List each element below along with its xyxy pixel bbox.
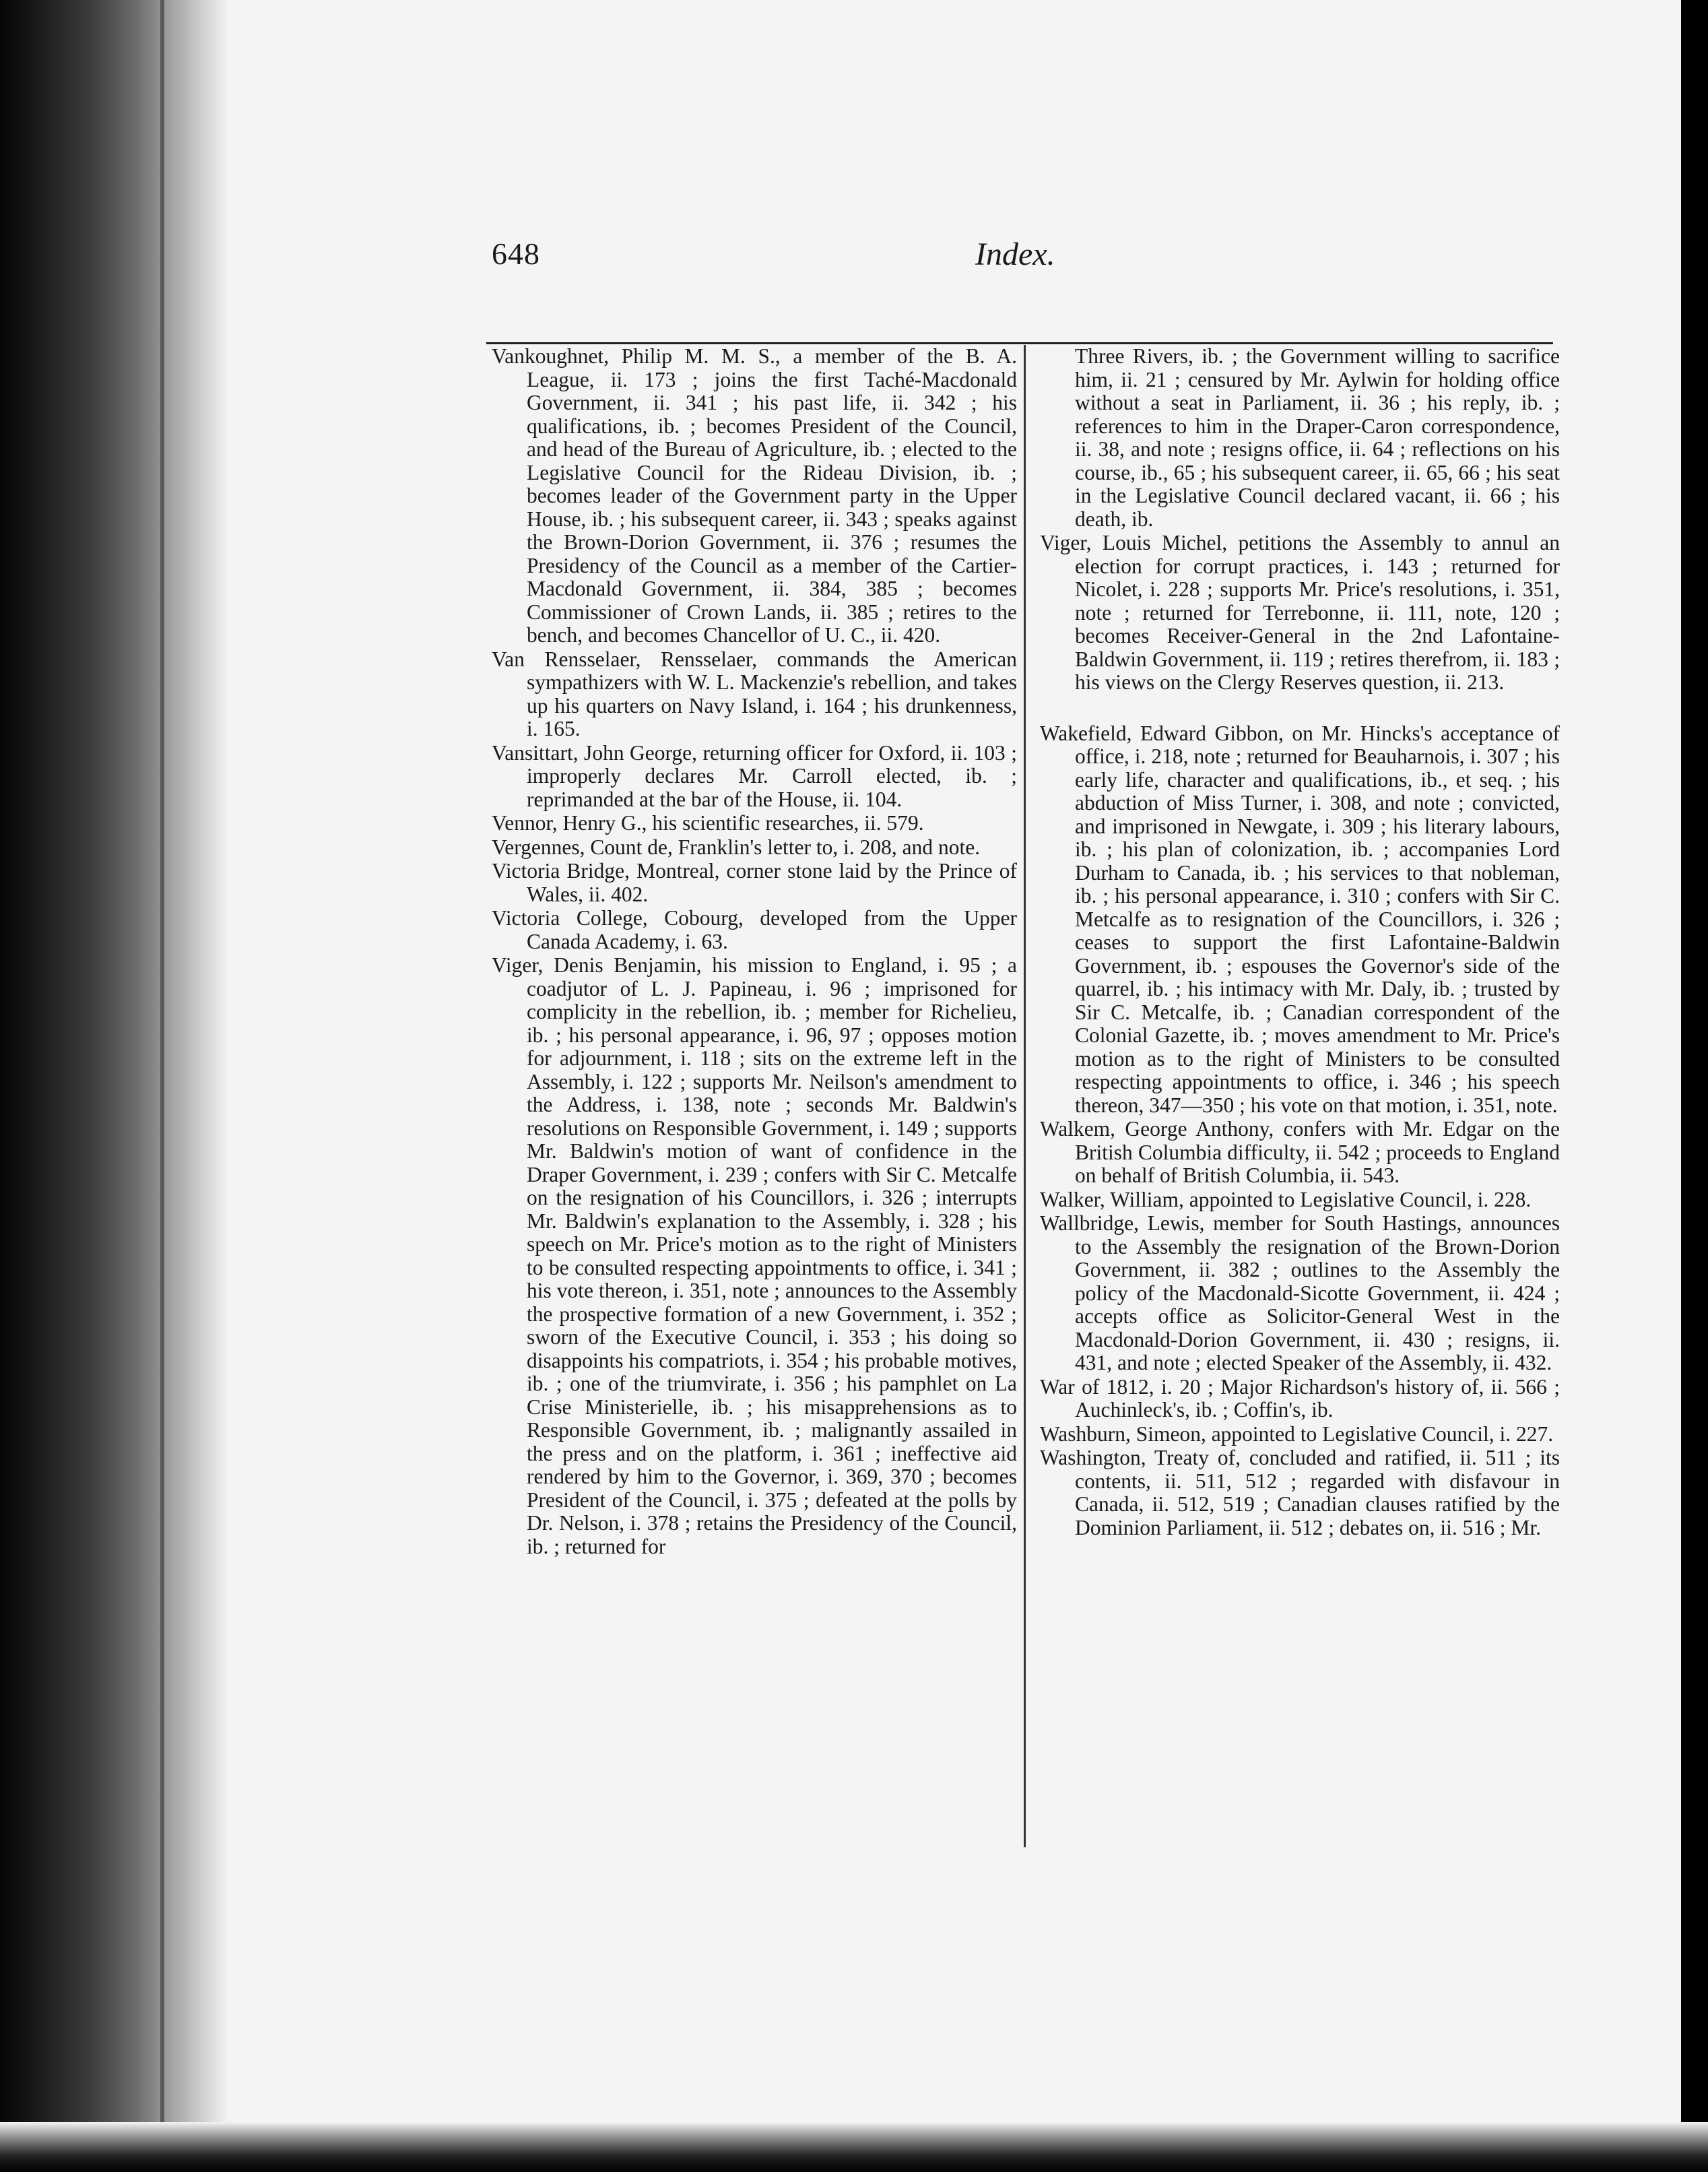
- index-entry-washburn: Washburn, Simeon, appointed to Legislative Council, i. 227.: [1040, 1422, 1554, 1446]
- index-entry-victoria-college: Victoria College, Cobourg, developed from the Upper Canada Academy, i. 63.: [492, 906, 1017, 953]
- book-page-edge-left: [0, 0, 229, 2172]
- column-divider: [1024, 345, 1026, 1847]
- index-entry-wallbridge: Wallbridge, Lewis, member for South Hastings, announces to the Assembly the resignation of the Brown-Dorion Government, ii. 382 ; outlines to the Assembly the policy of the Macdonald-Sicotte Government, ii. 424 ; accepts office as Solicitor-General West in the Macdonald-Dorion Government, ii. 430 ; resigns, ii. 431, and note ; elected Speaker of the Assembly, ii. 432.: [1040, 1211, 1560, 1374]
- index-entry-victoria-bridge: Victoria Bridge, Montreal, corner stone laid by the Prince of Wales, ii. 402.: [492, 859, 1017, 906]
- index-entry-war-of-1812: War of 1812, i. 20 ; Major Richardson's history of, ii. 566 ; Auchinleck's, ib. ; Coffin's, ib.: [1040, 1374, 1560, 1422]
- index-entry-washington-treaty: Washington, Treaty of, concluded and ratified, ii. 511 ; its contents, ii. 511, 512 ; regarded with disfavour in Canada, ii. 512, 519 ; Canadian clauses ratified by the Dominion Parliament, ii. 512 ; debates on, ii. 516 ; Mr.: [1040, 1446, 1560, 1539]
- book-page-edge-right: [1681, 0, 1708, 2172]
- book-spine-shadow: [160, 0, 164, 2172]
- index-entry-vergennes: Vergennes, Count de, Franklin's letter to, i. 208, and note.: [492, 835, 981, 859]
- index-entry-walker: Walker, William, appointed to Legislative Council, i. 228.: [1040, 1187, 1532, 1211]
- left-column: [492, 345, 1017, 1559]
- index-entry-vansittart: Vansittart, John George, returning officer for Oxford, ii. 103 ; improperly declares Mr. Carroll elected, ib. ; reprimanded at the bar of the House, ii. 104.: [492, 740, 1017, 811]
- index-entry-viger-denis-benjamin: Viger, Denis Benjamin, his mission to England, i. 95 ; a coadjutor of L. J. Papineau, i. 96 ; imprisoned for complicity in the rebellion, ib. ; member for Richelieu, ib. ; his personal appearance, i. 96, 97 ; opposes motion for adjournment, i. 118 ; sits on the extreme left in the Assembly, i. 122 ; supports Mr. Neilson's amendment to the Address, i. 138, note ; seconds Mr. Baldwin's resolutions on Responsible Government, i. 149 ; supports Mr. Baldwin's motion of want of confidence in the Draper Government, i. 239 ; confers with Sir C. Metcalfe on the resignation of his Councillors, i. 326 ; interrupts Mr. Baldwin's explanation to the Assembly, i. 328 ; his speech on Mr. Price's motion as to the right of Ministers to be consulted respecting appointments to office, i. 341 ; his vote thereon, i. 351, note ; announces to the Assembly the prospective formation of a new Government, i. 352 ; sworn of the Executive Council, i. 353 ; his doing so disappoints his compatriots, i. 354 ; his probable motives, ib. ; one of the triumvirate, i. 356 ; his pamphlet on La Crise Ministerielle, ib. ; his misapprehensions as to Responsible Government, ib. ; malignantly assailed in the press and on the platform, i. 361 ; ineffective aid rendered by him to the Governor, i. 369, 370 ; becomes President of the Council, i. 375 ; defeated at the polls by Dr. Nelson, i. 378 ; retains the Presidency of the Council, ib. ; returned for: [492, 953, 1017, 1558]
- right-column: [1040, 345, 1560, 1540]
- letter-section-gap: [1040, 695, 1560, 722]
- index-entry-viger-denis-benjamin-cont: Three Rivers, ib. ; the Government willing to sacrifice him, ii. 21 ; censured by Mr. Aylwin for holding office without a seat in Parliament, ii. 36 ; his reply, ib. ; references to him in the Draper-Caron correspondence, ii. 38, and note ; resigns office, ii. 64 ; reflections on his course, ib., 65 ; his subsequent career, ii. 65, 66 ; his seat in the Legislative Council declared vacant, ii. 66 ; his death, ib.: [1075, 344, 1560, 531]
- index-entry-vennor: Vennor, Henry G., his scientific researches, ii. 579.: [492, 811, 924, 835]
- page-number: 648: [492, 236, 540, 271]
- book-page-edge-bottom: [0, 2122, 1708, 2172]
- index-entry-walkem: Walkem, George Anthony, confers with Mr. Edgar on the British Columbia difficulty, ii. 542 ; proceeds to England on behalf of British Columbia, ii. 543.: [1040, 1117, 1560, 1187]
- page-title: Index.: [975, 236, 1055, 272]
- index-entry-viger-louis-michel: Viger, Louis Michel, petitions the Assembly to annul an election for corrupt practices, i. 143 ; returned for Nicolet, i. 228 ; supports Mr. Price's resolutions, i. 351, note ; returned for Terrebonne, ii. 111, note, 120 ; becomes Receiver-General in the 2nd Lafontaine-Baldwin Government, ii. 119 ; retires therefrom, ii. 183 ; his views on the Clergy Reserves question, ii. 213.: [1040, 531, 1560, 694]
- index-entry-wakefield: Wakefield, Edward Gibbon, on Mr. Hincks's acceptance of office, i. 218, note ; returned for Beauharnois, i. 307 ; his early life, character and qualifications, ib., et seq. ; his abduction of Miss Turner, i. 308, and note ; convicted, and imprisoned in Newgate, i. 309 ; his literary labours, ib. ; his plan of colonization, ib. ; accompanies Lord Durham to Canada, ib. ; his services to that nobleman, ib. ; his personal appearance, i. 310 ; confers with Sir C. Metcalfe as to resignation of the Councillors, i. 326 ; ceases to support the first Lafontaine-Baldwin Government, ib. ; espouses the Governor's side of the quarrel, ib. ; his intimacy with Mr. Daly, ib. ; trusted by Sir C. Metcalfe, ib. ; Canadian correspondent of the Colonial Gazette, ib. ; moves amendment to Mr. Price's motion as to the right of Ministers to be consulted respecting appointments to office, i. 346 ; his speech thereon, 347—350 ; his vote on that motion, i. 351, note.: [1040, 721, 1560, 1117]
- index-entry-vankoughnet: Vankoughnet, Philip M. M. S., a member of the B. A. League, ii. 173 ; joins the first Taché-Macdonald Government, ii. 341 ; his past life, ii. 342 ; his qualifications, ib. ; becomes President of the Council, and head of the Bureau of Agriculture, ib. ; elected to the Legislative Council for the Rideau Division, ib. ; becomes leader of the Government party in the Upper House, ib. ; his subsequent career, ii. 343 ; speaks against the Brown-Dorion Government, ii. 376 ; resumes the Presidency of the Council as a member of the Cartier-Macdonald Government, ii. 384, 385 ; becomes Commissioner of Crown Lands, ii. 385 ; retires to the bench, and becomes Chancellor of U. C., ii. 420.: [492, 344, 1017, 647]
- index-entry-van-rensselaer: Van Rensselaer, Rensselaer, commands the American sympathizers with W. L. Mackenzie's rebellion, and takes up his quarters on Navy Island, i. 164 ; his drunkenness, i. 165.: [492, 647, 1017, 740]
